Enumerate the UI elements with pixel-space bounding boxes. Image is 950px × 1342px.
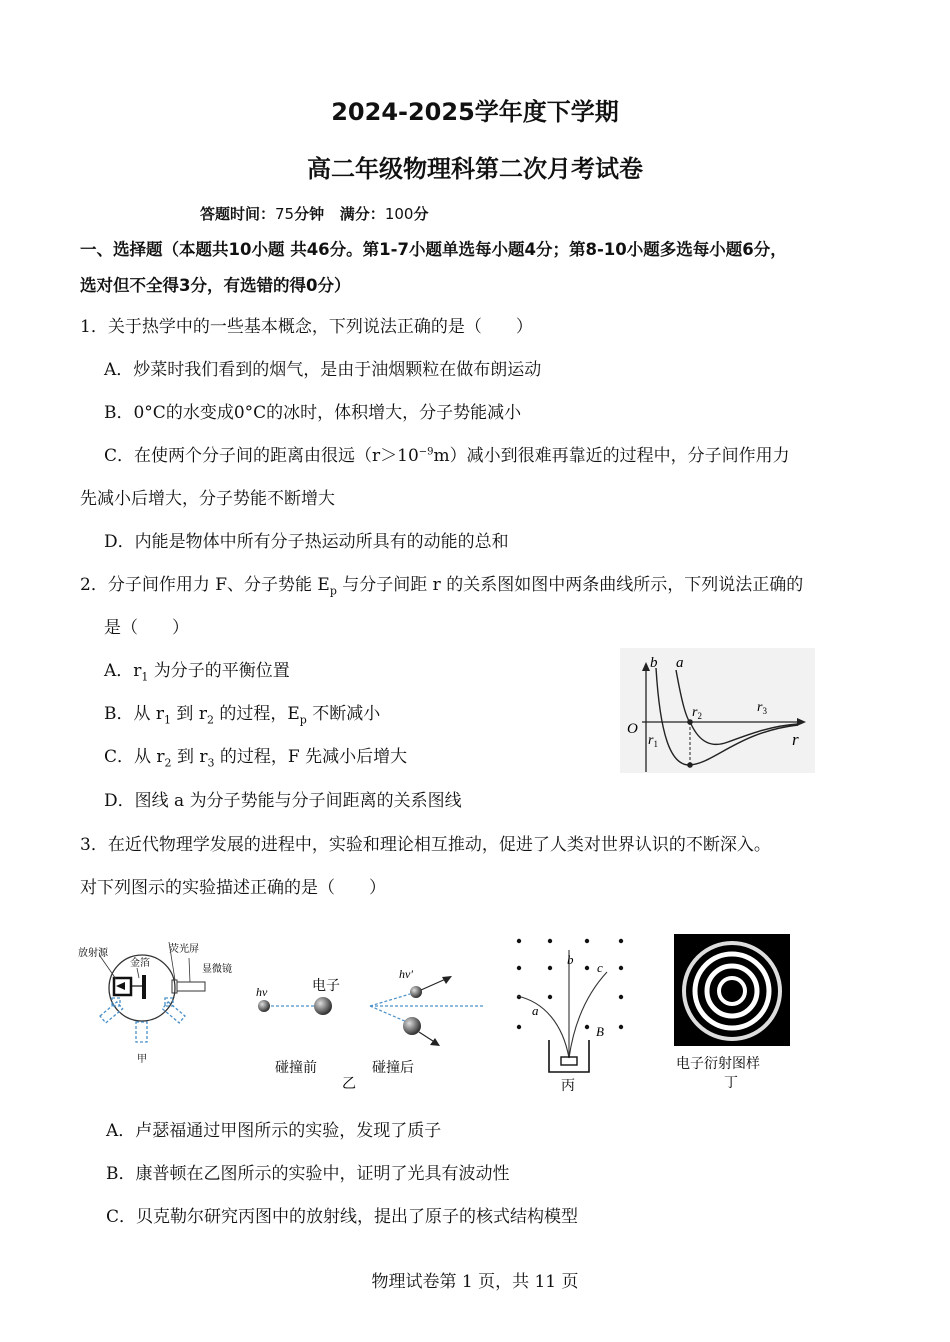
q1-option-c-line2: 先减小后增大，分子势能不断增大 — [80, 489, 335, 509]
label-r2-sub: 2 — [697, 711, 702, 721]
q2-b-text2: 到 r — [171, 704, 207, 724]
label-field-b: B — [596, 1024, 604, 1039]
gold-foil — [142, 975, 146, 999]
label-hv-prime: hν′ — [399, 967, 413, 981]
q2-b-sub3: p — [299, 713, 307, 727]
foil-pointer — [137, 968, 139, 978]
electron-before — [314, 997, 332, 1015]
alternate-screen-positions — [100, 998, 185, 1042]
electron-after-arrow — [430, 1038, 440, 1046]
time-label: 答题时间： — [200, 205, 276, 223]
q2-c-sub2: 3 — [207, 756, 215, 770]
label-r1-main: r — [648, 733, 654, 748]
label-bing: 丙 — [561, 1078, 575, 1094]
q3-option-a: A．卢瑟福通过甲图所示的实验，发现了质子 — [106, 1121, 442, 1141]
label-after: 碰撞后 — [372, 1060, 414, 1076]
q2-force-energy-graph — [620, 648, 815, 773]
label-b: b — [650, 655, 658, 671]
point-min — [687, 762, 693, 768]
label-diffraction: 电子衍射图样 — [676, 1056, 760, 1072]
figure-yi-compton — [250, 960, 495, 1095]
figure-bing-radiation — [505, 930, 635, 1095]
microscope-tube — [177, 982, 205, 991]
q2-option-b — [104, 699, 380, 726]
alt-screen-bottom — [136, 1022, 147, 1042]
figure-jia-alpha-scattering — [76, 938, 232, 1073]
label-track-b: b — [567, 952, 574, 967]
score-unit: 分 — [413, 205, 429, 223]
q2-b-sub2: 2 — [206, 713, 214, 727]
label-electron: 电子 — [312, 978, 340, 994]
source-arrow-icon — [116, 982, 125, 990]
q1-option-a: A．炒菜时我们看到的烟气，是由于油烟颗粒在做布朗运动 — [104, 360, 542, 380]
section-heading-line2: 选对但不全得3分，有选错的得0分） — [80, 276, 351, 295]
label-r2-main: r — [692, 705, 698, 720]
label-before: 碰撞前 — [275, 1060, 317, 1076]
label-source: 放射源 — [78, 948, 108, 959]
q2-b-text4: 不断减小 — [306, 704, 381, 724]
label-hv: hν — [256, 985, 268, 999]
source-pointer — [100, 956, 116, 979]
alt-screen-right — [162, 1002, 185, 1023]
radioactive-sample — [561, 1057, 577, 1065]
label-ding: 丁 — [724, 1075, 738, 1091]
q1-option-c-part1: C．在使两个分子间的距离由很远（r＞10 — [104, 446, 419, 466]
q1-option-d: D．内能是物体中所有分子热运动所具有的动能的总和 — [104, 532, 509, 552]
q1-option-c-exponent: −9 — [418, 446, 434, 458]
q2-stem-a: 2．分子间作用力 F、分子势能 E — [80, 575, 330, 595]
electron-after — [403, 1017, 421, 1035]
q2-stem-line2: 是（ ） — [104, 618, 189, 638]
label-microscope: 显微镜 — [202, 964, 232, 975]
q1-stem: 1．关于热学中的一些基本概念，下列说法正确的是（ ） — [80, 317, 533, 337]
q2-option-c — [104, 742, 407, 769]
label-track-c: c — [597, 960, 603, 975]
label-gold-foil: 金箔 — [130, 958, 150, 969]
track-c — [569, 972, 607, 1058]
time-value: 75 — [275, 205, 295, 223]
photon-before — [258, 1000, 270, 1012]
page-footer: 物理试卷第 1 页，共 11 页 — [371, 1272, 579, 1292]
q2-b-text1: B．从 r — [104, 704, 165, 724]
label-jia: 甲 — [137, 1054, 147, 1065]
title-line1: 2024-2025学年度下学期 — [331, 98, 619, 126]
q2-option-a — [104, 656, 290, 683]
q2-option-d: D．图线 a 为分子势能与分子间距离的关系图线 — [104, 791, 462, 811]
q1-option-c — [104, 441, 790, 466]
exam-meta — [200, 203, 428, 224]
label-r1-sub: 1 — [653, 739, 658, 749]
q2-c-text3: 的过程，F 先减小后增大 — [214, 747, 408, 767]
q2-b-text3: 的过程，E — [213, 704, 300, 724]
label-r-axis: r — [792, 730, 799, 749]
q2-stem-line1 — [80, 570, 803, 597]
scatter-line-photon — [370, 994, 410, 1006]
scatter-line-electron — [370, 1006, 407, 1022]
q2-stem-sub: p — [329, 584, 337, 598]
q2-a-text2: 为分子的平衡位置 — [148, 661, 290, 681]
q2-c-text2: 到 r — [171, 747, 208, 767]
microscope-pointer — [189, 958, 190, 982]
q2-a-sub: 1 — [141, 670, 149, 684]
score-value: 100 — [384, 205, 414, 223]
label-track-a: a — [532, 1003, 539, 1018]
label-origin: O — [627, 721, 638, 737]
q1-option-b: B．0°C的水变成0°C的冰时，体积增大，分子势能减小 — [104, 403, 522, 423]
q2-a-text1: A．r — [104, 661, 142, 681]
q3-option-c: C．贝克勒尔研究丙图中的放射线，提出了原子的核式结构模型 — [106, 1207, 579, 1227]
section-heading-line1: 一、选择题（本题共10小题 共46分。第1-7小题单选每小题4分；第8-10小题多选每小题6分， — [80, 240, 787, 259]
figure-ding-diffraction — [670, 932, 800, 1094]
title-line2: 高二年级物理科第二次月考试卷 — [307, 155, 643, 183]
q2-stem-b: 与分子间距 r 的关系图如图中两条曲线所示，下列说法正确的 — [336, 575, 804, 595]
q1-option-c-part2: m）减小到很难再靠近的过程中，分子间作用力 — [433, 446, 790, 466]
point-r2 — [687, 719, 693, 725]
track-a — [517, 996, 569, 1058]
q3-stem-line2: 对下列图示的实验描述正确的是（ ） — [80, 878, 386, 898]
q2-c-sub1: 2 — [164, 756, 172, 770]
label-a: a — [676, 655, 684, 671]
q2-c-text1: C．从 r — [104, 747, 165, 767]
q3-stem-line1: 3．在近代物理学发展的进程中，实验和理论相互推动，促进了人类对世界认识的不断深入。 — [80, 835, 771, 855]
q3-option-b: B．康普顿在乙图所示的实验中，证明了光具有波动性 — [106, 1164, 510, 1184]
label-r3-sub: 3 — [762, 706, 767, 716]
time-unit: 分钟 — [294, 205, 325, 223]
label-yi: 乙 — [342, 1076, 356, 1092]
label-r3-main: r — [757, 700, 763, 715]
photon-after — [410, 986, 422, 998]
alt-screen-left — [100, 1002, 123, 1023]
score-label: 满分： — [339, 205, 385, 223]
q2-b-sub1: 1 — [164, 713, 172, 727]
label-screen: 荧光屏 — [169, 944, 199, 955]
